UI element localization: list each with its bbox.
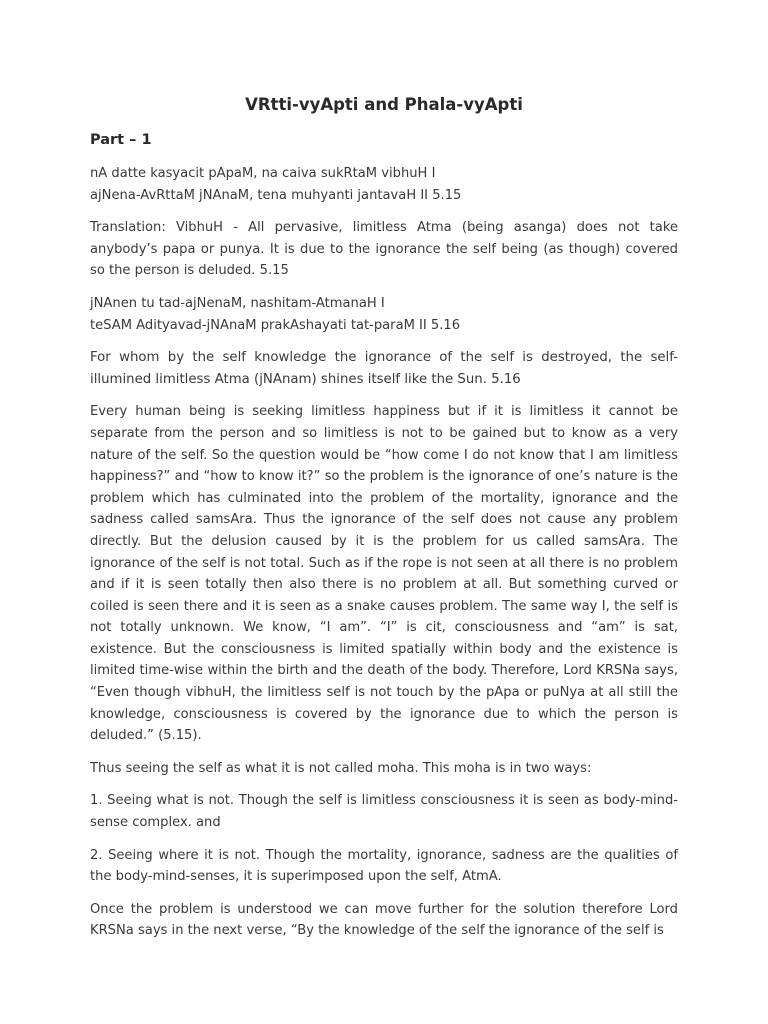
verse-5-16: [90, 293, 678, 336]
document-body: [90, 163, 678, 953]
verse-line: nA datte kasyacit pApaM, na caiva sukRtaM vibhuH I: [90, 166, 436, 181]
translation-paragraph: For whom by the self knowledge the ignorance of the self is destroyed, the self-illumined limitless Atma (jNAnam) shines itself like the Sun. 5.16: [90, 350, 678, 387]
verse-line: teSAM Adityavad-jNAnaM prakAshayati tat-paraM II 5.16: [90, 317, 461, 333]
numbered-point: 2. Seeing where it is not. Though the mortality, ignorance, sadness are the qualities of the body-mind-senses, it is superimposed upon the self, AtmA.: [90, 847, 678, 885]
verse-5-15: [90, 163, 678, 206]
body-paragraph: Once the problem is understood we can move further for the solution therefore Lord KRSNa says in the next verse, “By the knowledge of the self the ignorance of the self is: [90, 901, 678, 939]
document-title: VRtti-vyApti and Phala-vyApti: [245, 95, 523, 114]
part-heading: Part – 1: [90, 132, 152, 148]
body-paragraph: Every human being is seeking limitless happiness but if it is limitless it cannot be separate from the person and so limitless is not to be gained but to know as a very nature of the self. So the question would be “how come I do not know that I am limitless happiness?” and “how to know it?” so the problem is the ignorance of one’s nature is the problem which has culminated into the problem of the mortality, ignorance and the sadness called samsAra. Thus the ignorance of the self does not cause any problem directly. But the delusion caused by it is the problem for us called samsAra. The ignorance of the self is not total. Such as if the rope is not seen at all there is no problem and if it is seen totally then also there is no problem at all. But something curved or coiled is seen there and it is seen as a snake causes problem. The same way I, the self is not totally unknown. We know, “I am”. “I” is cit, consciousness and “am” is sat, existence. But the consciousness is limited spatially within body and the existence is limited time-wise within the birth and the death of the body. Therefore, Lord KRSNa says, “Even though vibhuH, the limitless self is not touch by the pApa or puNya at all still the knowledge, consciousness is covered by the ignorance due to which the person is deluded.” (5.15).: [90, 404, 678, 744]
translation-paragraph: Translation: VibhuH - All pervasive, limitless Atma (being asanga) does not take anybody’s papa or punya. It is due to the ignorance the self being (as though) covered so the person is deluded. 5.15: [90, 220, 678, 279]
verse-line: jNAnen tu tad-ajNenaM, nashitam-AtmanaH I: [90, 295, 385, 311]
body-paragraph: Thus seeing the self as what it is not called moha. This moha is in two ways:: [90, 760, 592, 776]
numbered-point: 1. Seeing what is not. Though the self is limitless consciousness it is seen as body-mind-sense complex. and: [90, 793, 678, 831]
verse-line: ajNena-AvRttaM jNAnaM, tena muhyanti jantavaH II 5.15: [90, 187, 462, 203]
